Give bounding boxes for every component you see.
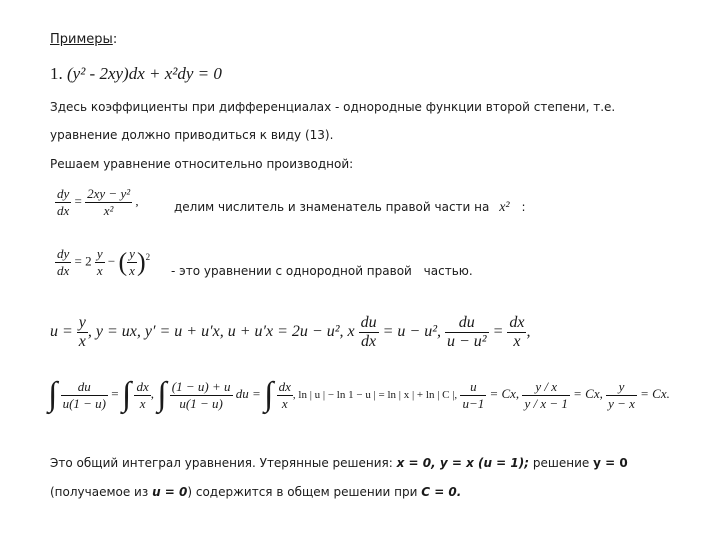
para4-s1: x = 0, y = x (u = 1); (396, 456, 530, 470)
subst-frac-dx-x (507, 314, 526, 351)
formula2-eq: = 2 (74, 253, 92, 269)
paragraph-5 (50, 485, 461, 499)
integral2-den: x (139, 395, 146, 411)
note-divide-colon: : (521, 200, 526, 214)
heading-label: Примеры (50, 32, 113, 47)
formula1-tail: , (135, 193, 139, 209)
formula1-lhs-den: dx (57, 203, 70, 218)
integral2-num: dx (136, 378, 149, 394)
integral3-num: (1 − u) + u (171, 378, 231, 394)
subst-du1: du (360, 314, 377, 331)
solution1-den: u−1 (462, 395, 485, 411)
para5-mid: ) содержится в общем решении при (187, 485, 422, 499)
integrals-logs: , ln | u | − ln 1 − u | = ln | x | + ln | C |, (292, 388, 458, 401)
solution3-frac (606, 379, 637, 412)
integral-sign-1: ∫ (48, 376, 58, 413)
formula1-rhs-num: 2xy − y² (87, 186, 131, 201)
formula2-power: 2 (145, 252, 151, 263)
solution2-frac (522, 379, 569, 412)
formula1-lhs (55, 186, 71, 219)
subst-u-eq: u = (50, 323, 73, 341)
paragraph-1: Здесь коэффициенты при дифференциалах - однородные функции второй степени, т.е. (50, 100, 616, 114)
integral4-frac (277, 379, 293, 412)
solution2-den: y / x − 1 (524, 395, 568, 411)
subst-eq3: = (492, 323, 504, 341)
solution3-num: y (606, 379, 637, 396)
integral1-den: u(1 − u) (62, 395, 107, 411)
solution3-den: y − x (608, 395, 635, 411)
para4-s2: y = 0 (593, 456, 628, 470)
note-divide-divisor: x² (499, 200, 510, 215)
solution3-eq: = Cx. (640, 385, 670, 401)
formula1-rhs (85, 186, 132, 219)
formula2-paren-den: x (129, 263, 135, 278)
para5-s1: u = 0 (152, 485, 188, 499)
note-homogeneous-text: - это уравнении с однородной правой (171, 264, 412, 278)
example-equation-text: (y² - 2xy)dx + x²dy = 0 (67, 64, 222, 83)
note-homogeneous (171, 264, 473, 278)
para4-pre: Это общий интеграл уравнения. Утерянные решения: (50, 456, 397, 470)
note-divide-text: делим числитель и знаменатель правой части на (174, 200, 490, 214)
subst-frac-du-dx (359, 314, 379, 351)
integral-sign-3: ∫ (157, 376, 167, 413)
note-divide (174, 200, 525, 216)
subst-x1: x (78, 333, 86, 350)
formula2-frac-den: x (96, 263, 103, 278)
integrals-eq1: = (111, 385, 119, 401)
integrals-du: du = (235, 385, 261, 401)
formula-derivative: $\frac{dy}{dx}$ = $\frac{\text{2xy − y²}}{\text{x²}}$ , (57, 186, 139, 218)
para5-pre: (получаемое из (50, 485, 153, 499)
paragraph-4 (50, 456, 628, 470)
solution1-eq: = Cx, (489, 385, 520, 401)
integral3-frac (170, 379, 233, 412)
integrals-comma1: , (150, 385, 154, 401)
subst-den2: u − u² (446, 333, 487, 350)
solution1-frac (460, 379, 486, 412)
integral-sign-2: ∫ (121, 376, 132, 413)
substitution-line (50, 314, 530, 351)
integrals-line (48, 378, 670, 412)
example-number: 1. (50, 64, 63, 83)
solution1-num: u (460, 379, 486, 396)
integral3-den: u(1 − u) (179, 395, 223, 411)
subst-dx1: dx (361, 333, 377, 350)
formula2-paren-frac (127, 246, 137, 279)
paragraph-2: уравнение должно приводиться к виду (13). (50, 128, 334, 142)
formula2-minus: − (107, 253, 116, 269)
formula2-frac (95, 246, 105, 279)
formula2-frac-num: y (96, 246, 103, 261)
para4-mid: решение (529, 456, 594, 470)
subst-du2: du (445, 314, 489, 333)
subst-tail: , (526, 323, 531, 341)
integral1-frac (61, 379, 108, 412)
formula2-lhs-den: dx (57, 263, 70, 278)
integral4-num: dx (278, 378, 291, 394)
integral4-den: x (281, 395, 288, 411)
formula2-paren-num: y (129, 246, 135, 261)
note-homogeneous-end: частью. (423, 264, 473, 278)
formula2-lhs-num: dy (57, 246, 70, 261)
subst-y1: y (78, 314, 86, 331)
heading (50, 32, 117, 47)
integral2-frac (134, 379, 150, 412)
integral-sign-4: ∫ (264, 376, 274, 413)
subst-eq2: = u − u², (382, 323, 441, 341)
integral1-num: du (61, 379, 108, 396)
solution2-eq: = Cx, (573, 385, 603, 401)
paragraph-3: Решаем уравнение относительно производной: (50, 157, 354, 171)
formula1-rhs-den: x² (103, 203, 114, 218)
solution2-num: y / x (522, 379, 569, 396)
para5-s2: C = 0. (421, 485, 462, 499)
subst-frac-du-uu (445, 314, 489, 351)
subst-x2: x (513, 333, 521, 350)
subst-mid: , y = ux, y′ = u + u′x, u + u′x = 2u − u², x (87, 323, 355, 341)
formula2-lhs (55, 246, 71, 279)
subst-dx2: dx (509, 314, 525, 331)
formula-homogeneous: $\frac{dy}{dx}$ = 2 $\frac{y}{x}$ − ( $\frac{y}{x}$ )$^2$ (57, 246, 151, 278)
subst-frac-y-x (77, 314, 88, 351)
formula1-lhs-num: dy (57, 186, 70, 201)
example-equation (50, 64, 222, 84)
heading-colon: : (112, 32, 118, 47)
